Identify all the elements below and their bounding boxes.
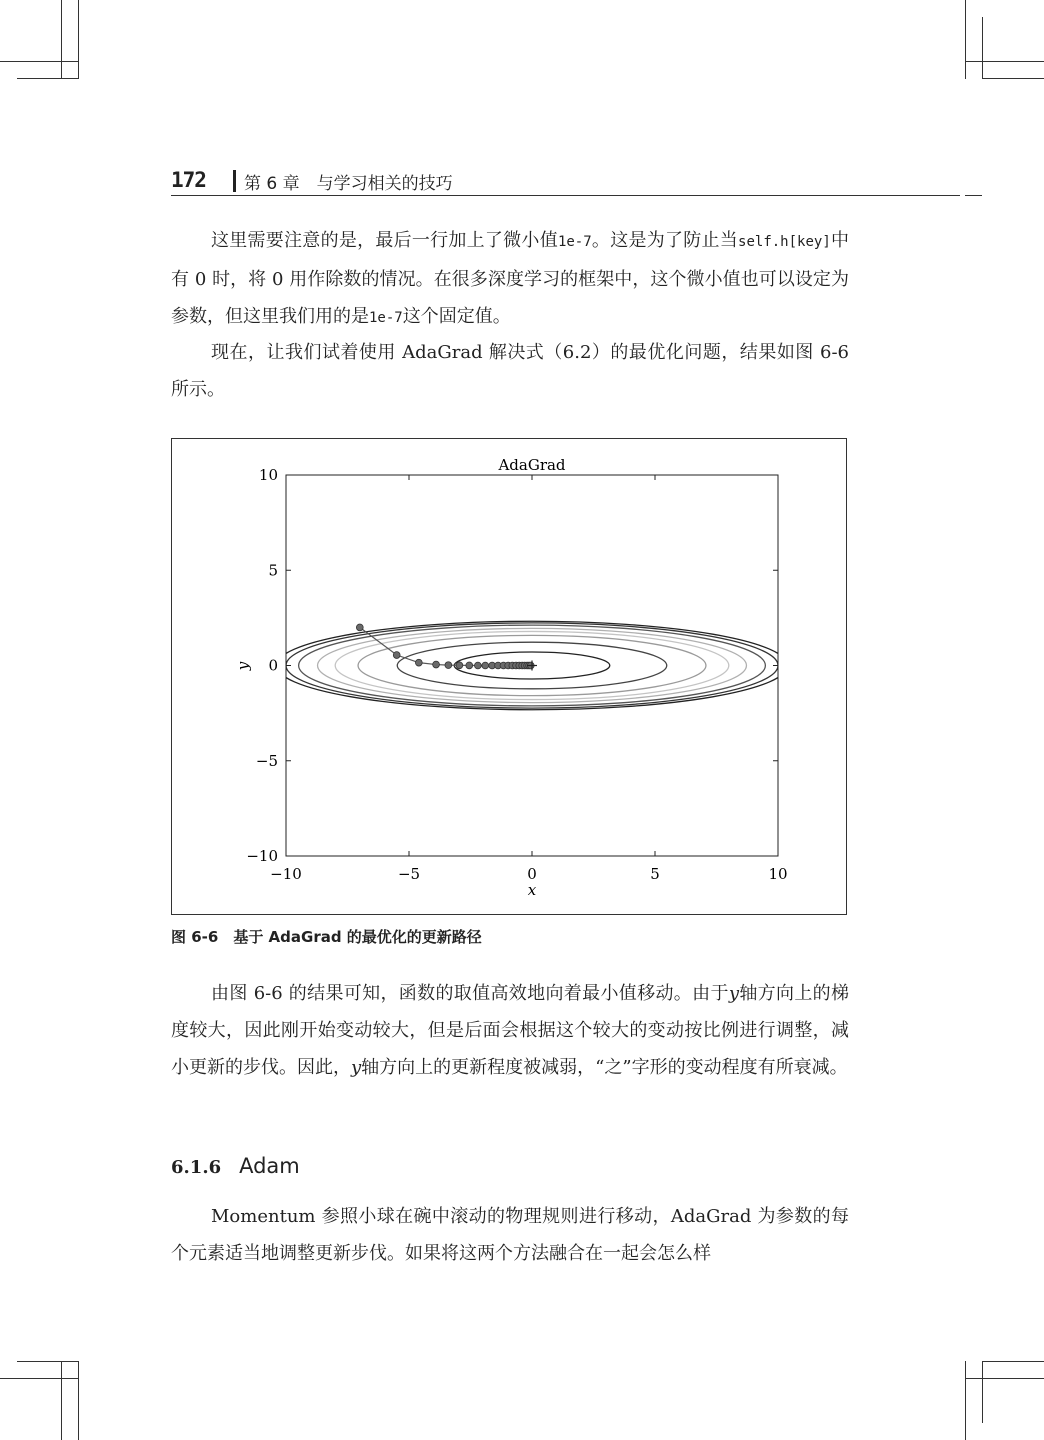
section-heading (171, 1154, 300, 1178)
path-point (445, 662, 452, 669)
header-bar (233, 170, 236, 192)
path-line (360, 627, 531, 665)
page-number: 172 (171, 168, 206, 192)
text: 轴方向上的更新程度被减弱，“之”字形的变动程度有所衰减。 (361, 1057, 848, 1078)
text: 这里需要注意的是，最后一行加上了微小值 (211, 230, 558, 251)
code-inline: 1e-7 (557, 234, 592, 250)
x-tick-label: 10 (768, 865, 788, 883)
x-tick-label: −10 (270, 865, 302, 883)
x-tick-label: 5 (650, 865, 660, 883)
math-var: y (728, 983, 739, 1004)
path-point (466, 662, 473, 669)
figure-frame (171, 438, 847, 915)
body-paragraph: Momentum 参照小球在碗中滚动的物理规则进行移动，AdaGrad 为参数的每个元素适当地调整更新步伐。如果将这两个方法融合在一起会怎么样 (171, 1206, 849, 1264)
y-tick-label: −10 (246, 847, 278, 865)
adagrad-chart (172, 439, 846, 914)
math-var: y (351, 1057, 362, 1078)
text: 这个固定值。 (402, 306, 511, 327)
y-axis-label: y (234, 661, 252, 671)
path-point (356, 624, 363, 631)
y-tick-label: 5 (268, 561, 278, 580)
chart-title: AdaGrad (498, 456, 566, 474)
crop-mark (78, 0, 79, 79)
header-rule-tail (965, 195, 982, 196)
crop-mark (61, 1361, 62, 1440)
y-tick-label: −5 (255, 751, 278, 770)
section-number: 6.1.6 (171, 1157, 222, 1178)
crop-mark (965, 61, 1044, 62)
figure-caption: 图 6-6 基于 AdaGrad 的最优化的更新路径 (171, 928, 482, 946)
running-header (171, 168, 981, 196)
path-point (482, 662, 489, 669)
x-tick-label: −5 (397, 865, 421, 883)
crop-mark (965, 1378, 1044, 1379)
text: 轴方向上的梯度较大，因此刚开始变动较大，但是后面会根据这个较大的变动按比例进行调整，减小更新的步伐。因此， (171, 983, 849, 1078)
text: 。这是为了防止当 (591, 230, 739, 251)
x-tick-label: 0 (527, 865, 537, 883)
crop-mark (0, 1378, 79, 1379)
crop-mark (17, 78, 79, 79)
x-axis-label: x (527, 881, 537, 899)
crop-mark (982, 1361, 1044, 1362)
crop-mark (0, 61, 79, 62)
crop-mark (965, 0, 966, 79)
path-point (393, 652, 400, 659)
code-inline: 1e-7 (369, 310, 403, 326)
crop-mark (965, 1361, 966, 1440)
code-inline: self.h[key] (738, 234, 831, 250)
path-point (433, 661, 440, 668)
body-paragraph (171, 222, 849, 337)
path-point (415, 659, 422, 666)
section-title: Adam (239, 1154, 300, 1178)
text: 由图 6-6 的结果可知，函数的取值高效地向着最小值移动。由于 (211, 983, 729, 1004)
crop-mark (982, 1361, 983, 1423)
y-tick-label: 0 (268, 656, 278, 675)
y-tick-label: 10 (258, 466, 278, 484)
body-paragraph (171, 975, 849, 1086)
text: 中有 0 时，将 0 用作除数的情况。在很多深度学习的框架中，这个微小值也可以设定为参数，但这里我们用的是 (171, 230, 850, 327)
header-rule (171, 195, 960, 196)
path-point (456, 662, 463, 669)
crop-mark (982, 17, 983, 79)
path-point (474, 662, 481, 669)
crop-mark (17, 1361, 79, 1362)
chapter-title: 第 6 章 与学习相关的技巧 (244, 174, 453, 194)
crop-mark (982, 78, 1044, 79)
crop-mark (61, 0, 62, 79)
body-paragraph: 现在，让我们试着使用 AdaGrad 解决式（6.2）的最优化问题，结果如图 6-6 所示。 (171, 342, 849, 400)
crop-mark (78, 1361, 79, 1440)
